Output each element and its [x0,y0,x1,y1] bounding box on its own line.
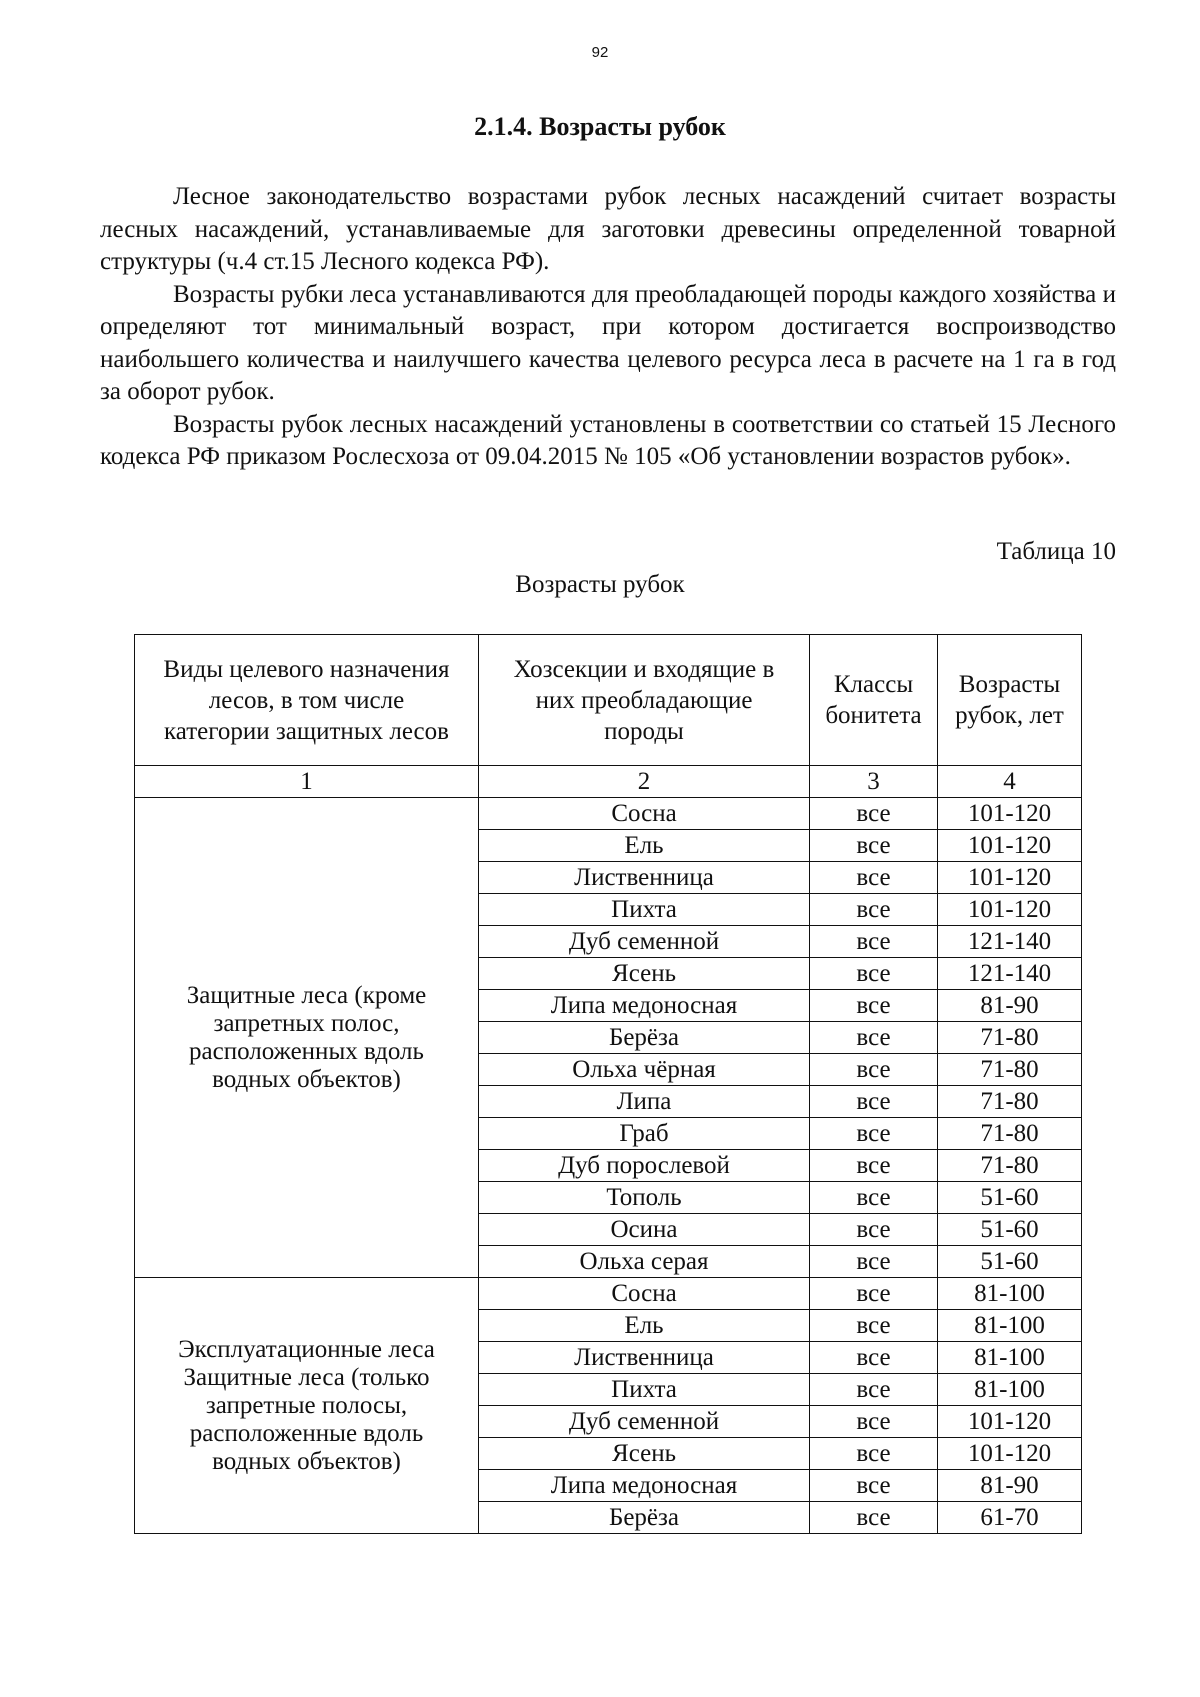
site-class-cell: все [810,1054,938,1086]
table-row [135,1278,1082,1310]
table-number: Таблица 10 [996,538,1116,565]
cutting-age-cell: 71-80 [938,1086,1082,1118]
species-cell: Тополь [479,1182,810,1214]
species-cell: Дуб порослевой [479,1150,810,1182]
site-class-cell: все [810,1342,938,1374]
header-species: Хозсекции и входящие в них преобладающие породы [479,635,810,766]
column-number: 2 [479,766,810,798]
cutting-age-cell: 101-120 [938,830,1082,862]
section-title: 2.1.4. Возрасты рубок [474,112,726,141]
species-cell: Липа [479,1086,810,1118]
site-class-cell: все [810,1246,938,1278]
cutting-age-cell: 101-120 [938,894,1082,926]
paragraph: Лесное законодательство возрастами рубок лесных насаждений считает возрасты лесных насаждений, устанавливаемые для заготовки древесины определенной товарной структуры (ч.4 ст.15 Лесного кодекса РФ). [100,183,1116,275]
cutting-age-cell: 81-90 [938,990,1082,1022]
species-cell: Сосна [479,798,810,830]
site-class-cell: все [810,798,938,830]
site-class-cell: все [810,1470,938,1502]
species-cell: Дуб семенной [479,1406,810,1438]
site-class-cell: все [810,1374,938,1406]
cutting-age-cell: 61-70 [938,1502,1082,1534]
site-class-cell: все [810,1022,938,1054]
column-number: 3 [810,766,938,798]
site-class-cell: все [810,1278,938,1310]
species-cell: Берёза [479,1502,810,1534]
cutting-age-cell: 51-60 [938,1182,1082,1214]
table-caption: Возрасты рубок [515,571,685,598]
table-header-row [135,635,1082,766]
cutting-age-cell: 101-120 [938,862,1082,894]
body-text [100,181,1116,474]
site-class-cell: все [810,990,938,1022]
species-cell: Ольха чёрная [479,1054,810,1086]
species-cell: Сосна [479,1278,810,1310]
species-cell: Липа медоносная [479,990,810,1022]
cutting-age-cell: 71-80 [938,1022,1082,1054]
site-class-cell: все [810,1150,938,1182]
species-cell: Лиственница [479,862,810,894]
header-cutting-age: Возрасты рубок, лет [938,635,1082,766]
cutting-age-cell: 101-120 [938,1438,1082,1470]
cutting-age-cell: 71-80 [938,1118,1082,1150]
cutting-age-cell: 81-100 [938,1374,1082,1406]
cutting-age-cell: 81-100 [938,1310,1082,1342]
header-forest-purpose: Виды целевого назначения лесов, в том числе категории защитных лесов [135,635,479,766]
cutting-age-cell: 71-80 [938,1054,1082,1086]
site-class-cell: все [810,1502,938,1534]
species-cell: Ясень [479,1438,810,1470]
site-class-cell: все [810,958,938,990]
table-row [135,798,1082,830]
cutting-age-cell: 81-100 [938,1278,1082,1310]
cutting-ages-table [134,634,1082,1534]
site-class-cell: все [810,1310,938,1342]
forest-category-cell: Защитные леса (кроме запретных полос, расположенных вдоль водных объектов) [135,798,479,1278]
species-cell: Осина [479,1214,810,1246]
cutting-age-cell: 71-80 [938,1150,1082,1182]
site-class-cell: все [810,894,938,926]
paragraph: Возрасты рубок лесных насаждений установлены в соответствии со статьей 15 Лесного кодекса РФ приказом Рослесхоза от 09.04.2015 № 105 «Об установлении возрастов рубок». [100,410,1116,470]
cutting-age-cell: 81-90 [938,1470,1082,1502]
species-cell: Берёза [479,1022,810,1054]
species-cell: Ясень [479,958,810,990]
forest-category-cell: Эксплуатационные леса Защитные леса (только запретные полосы, расположенные вдоль водных объектов) [135,1278,479,1534]
site-class-cell: все [810,1118,938,1150]
site-class-cell: все [810,1086,938,1118]
species-cell: Ель [479,830,810,862]
cutting-age-cell: 51-60 [938,1214,1082,1246]
site-class-cell: все [810,926,938,958]
site-class-cell: все [810,1438,938,1470]
site-class-cell: все [810,830,938,862]
column-number: 1 [135,766,479,798]
site-class-cell: все [810,862,938,894]
column-number-row [135,766,1082,798]
species-cell: Дуб семенной [479,926,810,958]
cutting-age-cell: 101-120 [938,1406,1082,1438]
species-cell: Ель [479,1310,810,1342]
species-cell: Пихта [479,894,810,926]
site-class-cell: все [810,1214,938,1246]
header-site-class: Классы бонитета [810,635,938,766]
species-cell: Ольха серая [479,1246,810,1278]
site-class-cell: все [810,1182,938,1214]
page-number: 92 [591,44,609,61]
cutting-age-cell: 121-140 [938,958,1082,990]
cutting-age-cell: 81-100 [938,1342,1082,1374]
species-cell: Лиственница [479,1342,810,1374]
site-class-cell: все [810,1406,938,1438]
cutting-age-cell: 51-60 [938,1246,1082,1278]
cutting-age-cell: 101-120 [938,798,1082,830]
column-number: 4 [938,766,1082,798]
cutting-age-cell: 121-140 [938,926,1082,958]
species-cell: Граб [479,1118,810,1150]
paragraph: Возрасты рубки леса устанавливаются для преобладающей породы каждого хозяйства и определяют тот минимальный возраст, при котором достигается воспроизводство наибольшего количества и наилучшего качества целевого ресурса леса в расчете на 1 га в год за оборот рубок. [100,280,1116,405]
species-cell: Пихта [479,1374,810,1406]
species-cell: Липа медоносная [479,1470,810,1502]
